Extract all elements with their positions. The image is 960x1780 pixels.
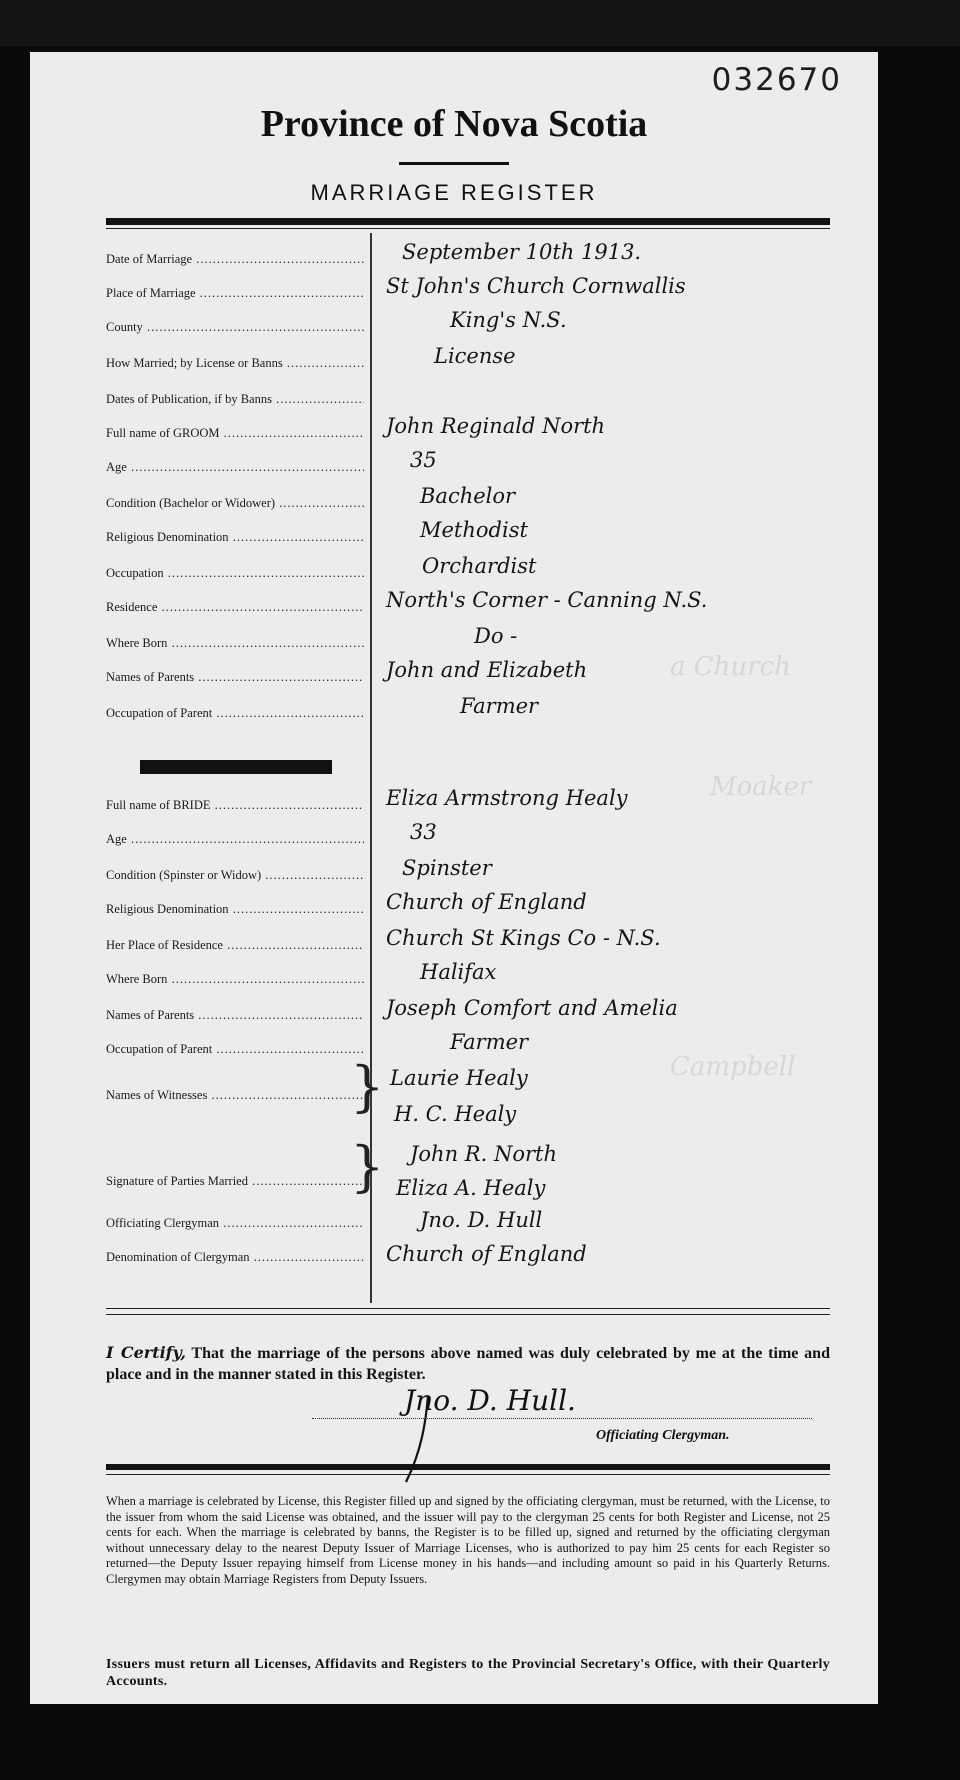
field-label: Occupation ..... [106,566,364,581]
field-label: Occupation of Parent ..... [106,1042,364,1057]
field-label: Where Born ..... [106,972,364,987]
page-title: Province of Nova Scotia [260,103,648,145]
field-label: Date of Marriage ..... [106,252,364,267]
clergyman-signature: Jno. D. Hull. [404,1384,576,1417]
field-value-bride-residence: Church St Kings Co - N.S. [386,926,661,950]
field-value-groom-condition: Bachelor [420,484,516,508]
footer-rule-thin [106,1474,830,1475]
field-label: Place of Marriage ..... [106,286,364,301]
bottom-rule-thin [106,1314,830,1315]
field-value-bride-signature: Eliza A. Healy [396,1176,546,1200]
field-value-groom-parents: John and Elizabeth [386,658,588,682]
field-value-groom-religion: Methodist [420,518,528,542]
title-rule [399,162,509,165]
field-value-groom-birthplace: Do - [474,624,518,648]
field-label: Condition (Bachelor or Widower) ..... [106,496,364,511]
field-value-groom-age: 35 [410,448,437,472]
signature-brace: } [350,1135,385,1198]
instructions-paragraph: When a marriage is celebrated by License, this Register filled up and signed by the officiating clergyman, must be returned, with the License, to the issuer from whom the said License was obtained, and the issuer will pay to the clergyman 25 cents for both Register and License, not 25 cents for each. When the marriage is celebrated by banns, the Register is to be filled up, signed and returned by the officiating clergyman without unnecessary delay to the nearest Deputy Issuer of Marriage Licenses, who is authorized to pay him 25 cents for each Register so returned—the Deputy Issuer repaying himself from License money in his hands—and including amount so paid in his Quarterly Returns. Clergymen may obtain Marriage Registers from Deputy Issuers. [106,1494,830,1586]
register-page [30,52,878,1704]
field-value-witness-2: H. C. Healy [394,1102,517,1126]
field-label: Signature of Parties Married ..... [106,1174,364,1189]
field-label: Full name of BRIDE ..... [106,798,364,813]
witness-brace: } [350,1055,385,1118]
bleed-through: Moaker [710,772,812,802]
field-value-clergy-denomination: Church of England [386,1242,587,1266]
field-value-groom-parent-occupation: Farmer [460,694,539,718]
scan-border [0,0,960,46]
field-value-groom-signature: John R. North [410,1142,557,1166]
field-value-clergyman: Jno. D. Hull [420,1208,543,1232]
field-label: Names of Parents ..... [106,1008,364,1023]
field-label: Full name of GROOM ..... [106,426,364,441]
field-label: Names of Witnesses ..... [106,1088,364,1103]
field-value-bride-condition: Spinster [402,856,492,880]
signature-line [312,1418,812,1419]
field-label: How Married; by License or Banns ..... [106,356,364,371]
footer-rule [106,1464,830,1470]
bottom-rule-thin [106,1308,830,1309]
field-value-bride-age: 33 [410,820,437,844]
field-label: Condition (Spinster or Widow) ..... [106,868,364,883]
field-value-how-married: License [434,344,516,368]
field-value-witness-1: Laurie Healy [390,1066,528,1090]
field-label: Denomination of Clergyman ..... [106,1250,364,1265]
issuer-notice: Issuers must return all Licenses, Affidavits and Registers to the Provincial Secretary's Office, with their Quarterly Accounts. [106,1657,830,1689]
certification-text [106,1342,830,1385]
field-value-bride-parents: Joseph Comfort and Amelia [386,996,678,1020]
field-value-bride-religion: Church of England [386,890,587,914]
field-value-groom-name: John Reginald North [386,414,606,438]
field-label: County ..... [106,320,364,335]
field-label: Occupation of Parent ..... [106,706,364,721]
field-value-date: September 10th 1913. [402,240,642,264]
top-rule-thin [106,228,830,229]
field-value-bride-birthplace: Halifax [420,960,497,984]
field-value-bride-parent-occupation: Farmer [450,1030,529,1054]
bleed-through: a Church [670,652,791,682]
field-label: Age ..... [106,832,364,847]
field-value-bride-name: Eliza Armstrong Healy [386,786,628,810]
bleed-through: Campbell [670,1052,796,1082]
field-value-groom-occupation: Orchardist [422,554,537,578]
field-label: Age ..... [106,460,364,475]
field-label: Where Born ..... [106,636,364,651]
field-value-place: St John's Church Cornwallis [386,274,686,298]
field-value-county: King's N.S. [450,308,567,332]
field-label: Her Place of Residence ..... [106,938,364,953]
field-label: Names of Parents ..... [106,670,364,685]
field-label: Residence ..... [106,600,364,615]
field-label: Dates of Publication, if by Banns ..... [106,392,364,407]
signature-caption: Officiating Clergyman. [596,1428,730,1443]
field-value-groom-residence: North's Corner - Canning N.S. [386,588,708,612]
certify-lead: I Certify, [106,1343,186,1362]
page-subtitle: MARRIAGE REGISTER [310,180,598,205]
section-bar [140,760,332,774]
serial-number: 032670 [711,62,842,98]
field-label: Religious Denomination ..... [106,530,364,545]
certify-body: That the marriage of the persons above named was duly celebrated by me at the time and place and in the manner stated in this Register. [106,1345,830,1383]
top-rule [106,218,830,225]
field-label: Officiating Clergyman ..... [106,1216,364,1231]
field-label: Religious Denomination ..... [106,902,364,917]
